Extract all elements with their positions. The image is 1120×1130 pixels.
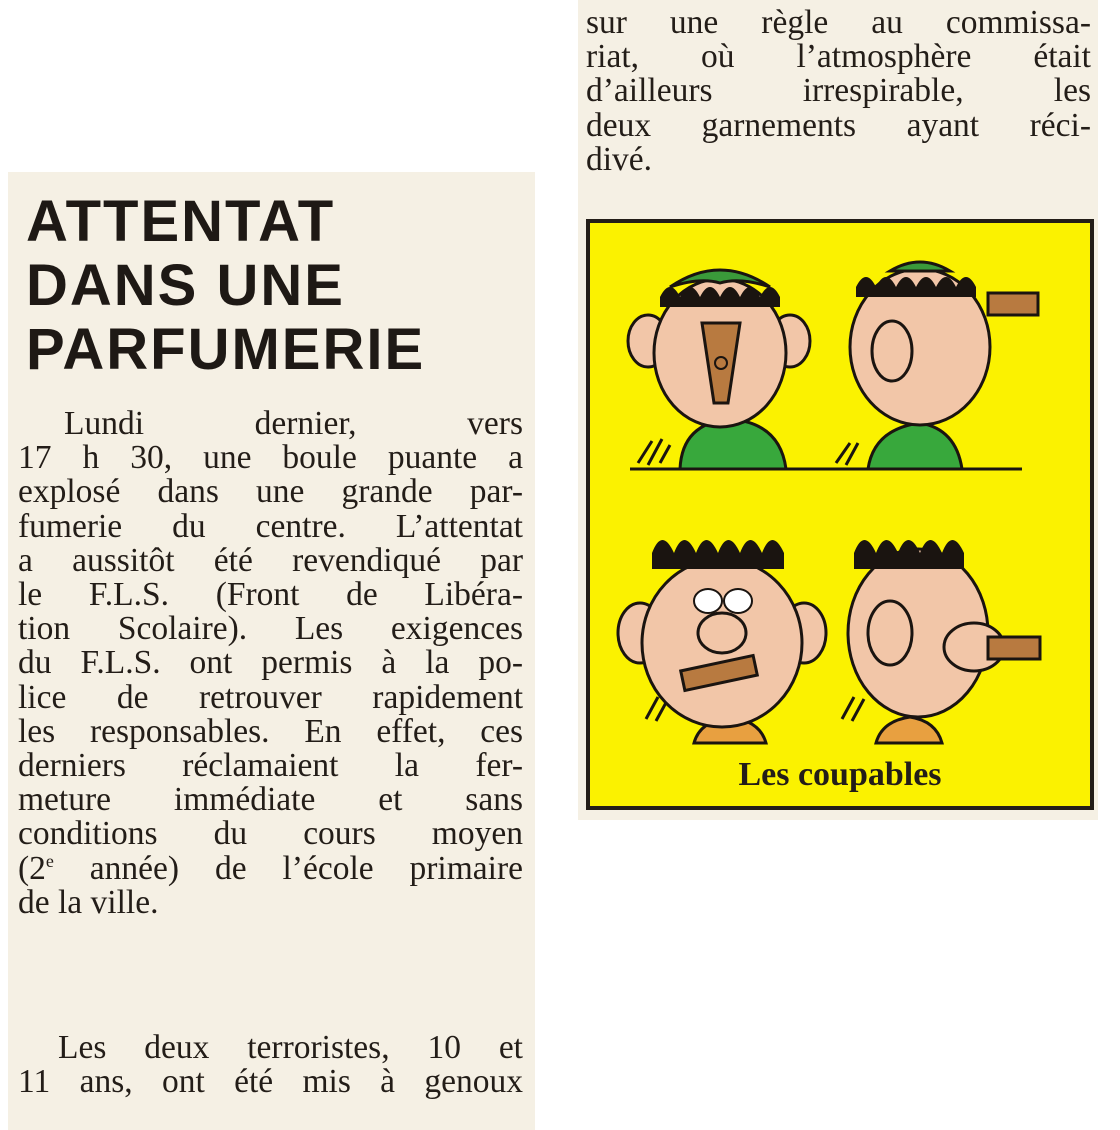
- article-body-left: [18, 407, 523, 920]
- body-line: Les deux terroristes, 10 et: [58, 1029, 523, 1066]
- body-line: meture immédiate et sans: [18, 781, 523, 819]
- body-line: derniers réclamaient la fer-: [18, 747, 523, 785]
- article-body-right: [586, 6, 1091, 177]
- headline-line: DANS UNE: [26, 253, 345, 318]
- body-line: explosé dans une grande par-: [18, 473, 523, 511]
- body-text: année) de l’école primaire: [53, 849, 523, 887]
- body-line: de la ville.: [18, 883, 159, 921]
- headline-line: ATTENTAT: [26, 189, 336, 254]
- boy-front-top: [628, 270, 810, 469]
- body-line: lice de retrouver rapidement: [18, 678, 523, 716]
- body-line: 17 h 30, une boule puante a: [18, 439, 523, 477]
- body-line: deux garnements ayant réci-: [586, 106, 1091, 144]
- cartoon-illustration: [586, 219, 1094, 810]
- cartoon-caption: Les coupables: [738, 756, 942, 793]
- body-line: [18, 849, 523, 887]
- shadow-scribble: [638, 439, 670, 465]
- headline-line: PARFUMERIE: [26, 317, 426, 382]
- body-line: Lundi dernier, vers: [64, 405, 523, 442]
- body-line: le F.L.S. (Front de Libéra-: [18, 576, 523, 614]
- article-headline: [26, 190, 526, 382]
- body-line: fumerie du centre. L’attentat: [18, 507, 523, 545]
- body-line: riat, où l’atmosphère était: [586, 38, 1091, 76]
- body-line: divé.: [586, 140, 653, 178]
- body-line: a aussitôt été revendiqué par: [18, 541, 523, 579]
- shadow-scribble: [842, 697, 864, 721]
- cartoon-drawing: [590, 223, 1090, 806]
- body-line: les responsables. En effet, ces: [18, 712, 523, 750]
- body-line: tion Scolaire). Les exigences: [18, 610, 523, 648]
- body-line: 11 ans, ont été mis à genoux: [18, 1063, 523, 1101]
- body-text: (2: [18, 849, 46, 887]
- body-line: sur une règle au commissa-: [586, 4, 1091, 41]
- article-body-left-paragraph2: [18, 1031, 523, 1099]
- body-line: d’ailleurs irrespirable, les: [586, 72, 1091, 110]
- boy-side-top: [850, 262, 1038, 469]
- body-line: du F.L.S. ont permis à la po-: [18, 644, 523, 682]
- shadow-scribble: [836, 443, 858, 465]
- superscript: e: [45, 850, 54, 871]
- body-line: conditions du cours moyen: [18, 815, 523, 853]
- boy-side-bottom: [848, 540, 1040, 743]
